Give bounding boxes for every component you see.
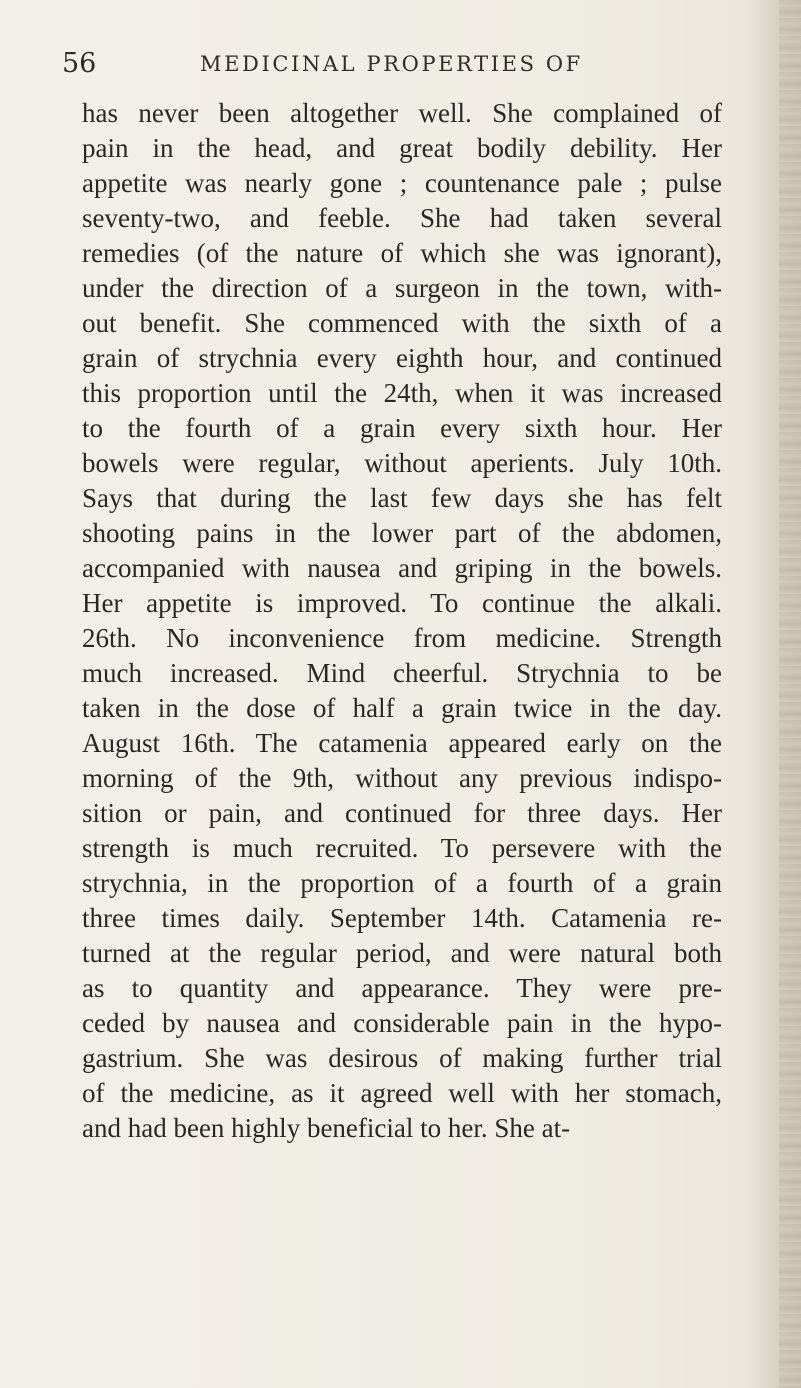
text-line: appetite was nearly gone ; countenance pale ; pulse [82,168,722,198]
text-line: to the fourth of a grain every sixth hour. Her [82,413,722,443]
text-line: gastrium. She was desirous of making further trial [82,1043,722,1073]
text-line: morning of the 9th, without any previous indispo- [82,763,722,793]
running-head: MEDICINAL PROPERTIES OF [200,52,583,76]
text-line: pain in the head, and great bodily debility. Her [82,133,722,163]
text-line: has never been altogether well. She complained of [82,98,722,128]
page-header [62,44,722,84]
page-number: 56 [62,48,97,79]
text-line: August 16th. The catamenia appeared early on the [82,728,722,758]
text-line: turned at the regular period, and were natural both [82,938,722,968]
text-line: three times daily. September 14th. Catamenia re- [82,903,722,933]
text-line: strychnia, in the proportion of a fourth of a grain [82,868,722,898]
body-text [82,96,722,1146]
text-line: accompanied with nausea and griping in the bowels. [82,553,722,583]
text-line: and had been highly beneficial to her. She at- [82,1113,571,1143]
text-line: taken in the dose of half a grain twice in the day. [82,693,722,723]
text-line: remedies (of the nature of which she was ignorant), [82,238,722,268]
text-line: as to quantity and appearance. They were pre- [82,973,722,1003]
text-line: bowels were regular, without aperients. July 10th. [82,448,722,478]
text-line: Says that during the last few days she has felt [82,483,722,513]
text-line: seventy-two, and feeble. She had taken several [82,203,722,233]
text-line: under the direction of a surgeon in the town, with- [82,273,722,303]
page-edge-shadow [779,0,801,1388]
text-line: strength is much recruited. To persevere with the [82,833,722,863]
text-line: Her appetite is improved. To continue the alkali. [82,588,722,618]
text-line: ceded by nausea and considerable pain in the hypo- [82,1008,722,1038]
text-line: this proportion until the 24th, when it was increased [82,378,722,408]
text-line: sition or pain, and continued for three days. Her [82,798,722,828]
text-line: much increased. Mind cheerful. Strychnia to be [82,658,722,688]
text-line: of the medicine, as it agreed well with her stomach, [82,1078,722,1108]
text-line: 26th. No inconvenience from medicine. Strength [82,623,722,653]
text-line: out benefit. She commenced with the sixth of a [82,308,722,338]
text-line: shooting pains in the lower part of the abdomen, [82,518,722,548]
text-line: grain of strychnia every eighth hour, and continued [82,343,722,373]
